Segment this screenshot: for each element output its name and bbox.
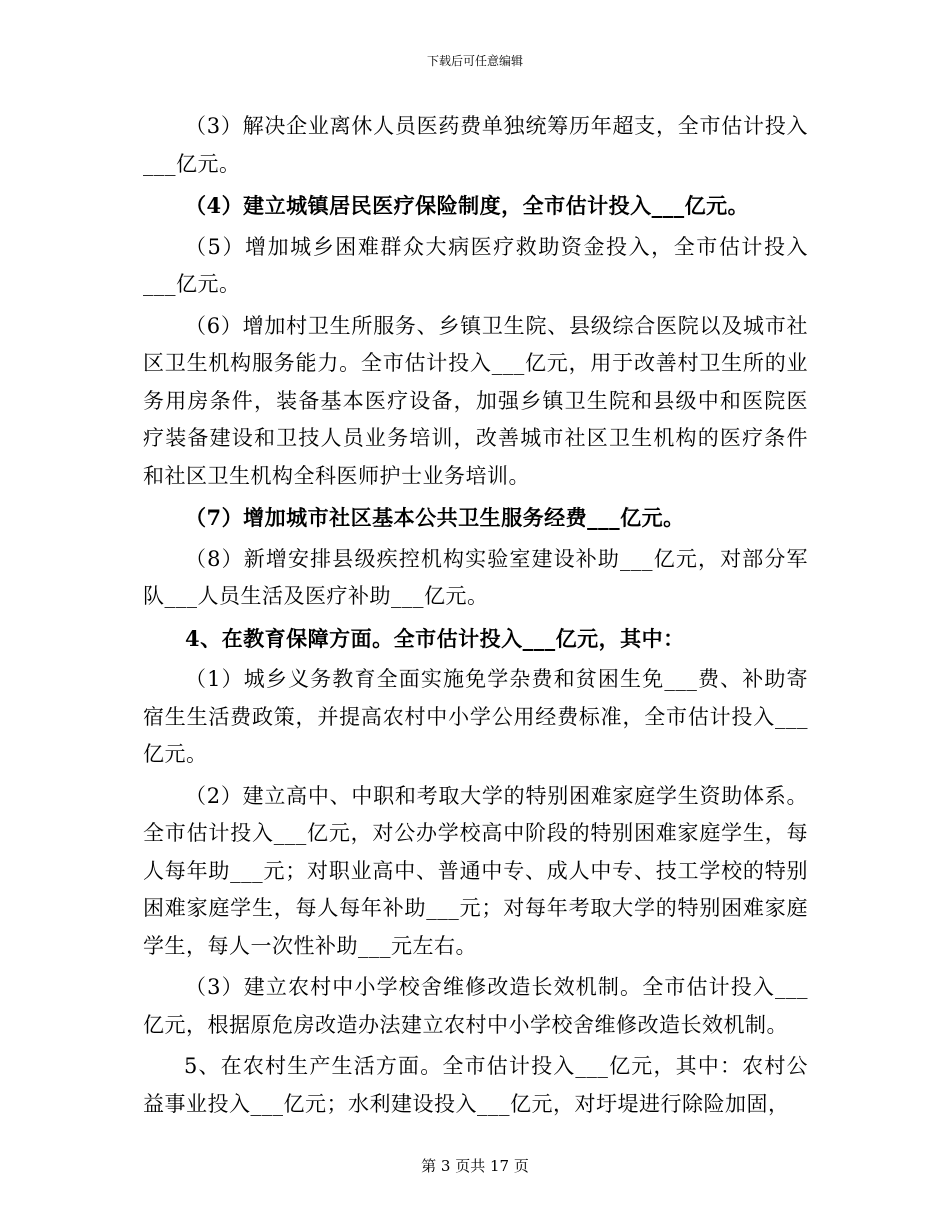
- paragraph-item-7-bold: （7）增加城市社区基本公共卫生服务经费___亿元。: [185, 505, 685, 530]
- page-footer: 第 3 页共 17 页: [421, 1157, 529, 1175]
- paragraph-education-2: （2）建立高中、中职和考取大学的特别困难家庭学生资助体系。全市估计投入___亿元，对公办学校高中阶段的特别困难家庭学生，每人每年助___元；对职业高中、普通中专、成人中专、技工学校的特别困难家庭学生，每人每年补助___元；对每年考取大学的特别困难家庭学生，每人一次性补助___元左右。: [143, 783, 808, 958]
- paragraph-item-6: （6）增加村卫生所服务、乡镇卫生院、县级综合医院以及城市社区卫生机构服务能力。全市估计投入___亿元，用于改善村卫生所的业务用房条件，装备基本医疗设备，加强乡镇卫生院和县级中和医院医疗装备建设和卫技人员业务培训，改善城市社区卫生机构的医疗条件和社区卫生机构全科医师护士业务培训。: [143, 313, 808, 488]
- document-body: [143, 108, 808, 1127]
- paragraph-item-3: （3）解决企业离休人员医药费单独统筹历年超支，全市估计投入___亿元。: [143, 114, 808, 176]
- paragraph-item-8: （8）新增安排县级疾控机构实验室建设补助___亿元，对部分军队___人员生活及医疗补助___亿元。: [143, 546, 808, 608]
- section-heading-education: 4、在教育保障方面。全市估计投入___亿元，其中：: [185, 625, 685, 651]
- paragraph-education-1: （1）城乡义务教育全面实施免学杂费和贫困生免___费、补助寄宿生生活费政策，并提高农村中小学公用经费标准，全市估计投入___亿元。: [143, 667, 808, 766]
- paragraph-item-5: （5）增加城乡困难群众大病医疗救助资金投入，全市估计投入___亿元。: [143, 234, 808, 296]
- section-rural-production: 5、在农村生产生活方面。全市估计投入___亿元，其中：农村公益事业投入___亿元；水利建设投入___亿元，对圩堤进行除险加固，: [143, 1054, 808, 1116]
- paragraph-education-3: （3）建立农村中小学校舍维修改造长效机制。全市估计投入___亿元，根据原危房改造办法建立农村中小学校舍维修改造长效机制。: [143, 975, 808, 1037]
- page-header: 下载后可任意编辑: [426, 54, 523, 68]
- paragraph-item-4-bold: （4）建立城镇居民医疗保险制度，全市估计投入___亿元。: [185, 193, 750, 218]
